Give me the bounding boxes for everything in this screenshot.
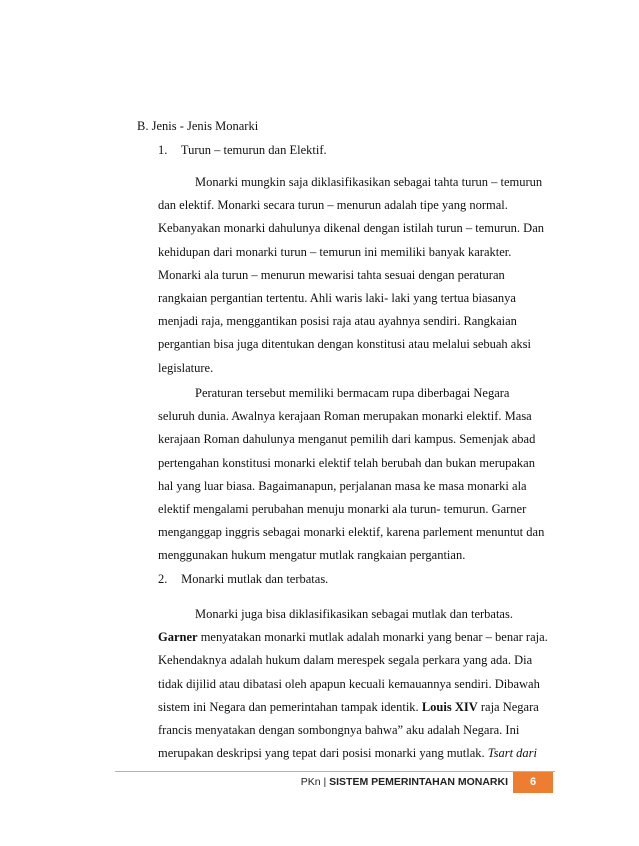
paragraph-line: dan elektif. Monarki secara turun – menurun adalah tipe yang normal. [158, 198, 508, 213]
paragraph-line: kerajaan Roman dahulunya menganut pemilih dari kampus. Semenjak abad [158, 432, 536, 447]
footer-title: SISTEM PEMERINTAHAN MONARKI [329, 776, 508, 788]
subheading-1-title: Turun – temurun dan Elektif. [180, 143, 327, 157]
subheading-1-number: 1. [158, 143, 168, 157]
paragraph-line: francis menyatakan dengan sombongnya bahwa” aku adalah Negara. Ini [158, 723, 520, 738]
paragraph-text: raja Negara [477, 699, 539, 714]
paragraph-line: legislature. [158, 360, 214, 375]
paragraph-line: pertengahan konstitusi monarki elektif telah berubah dan bukan merupakan [158, 455, 535, 470]
paragraph-line: Kehendaknya adalah hukum dalam merespek segala perkara yang ada. Dia [158, 653, 533, 668]
paragraph-text: sistem ini Negara dan pemerintahan tampak identik. [158, 699, 422, 714]
bold-name-garner: Garner [158, 630, 198, 645]
footer-divider [115, 771, 555, 772]
paragraph-line: tidak dijilid atau dibatasi oleh apapun kecuali kemauannya sendiri. Dibawah [158, 676, 540, 691]
paragraph-line: seluruh dunia. Awalnya kerajaan Roman merupakan monarki elektif. Masa [158, 409, 532, 424]
paragraph-line [158, 696, 552, 719]
paragraph-line: kehidupan dari monarki turun – temurun ini memiliki banyak karakter. [158, 244, 512, 259]
paragraph-line [158, 742, 552, 765]
paragraph-line: rangkaian pergantian tertentu. Ahli waris laki- laki yang tertua biasanya [158, 291, 516, 306]
paragraph-2 [158, 382, 552, 568]
paragraph-line: menggunakan hukum mengatur mutlak rangkaian pergantian. [158, 548, 466, 563]
italic-text: Tsart dari [487, 746, 538, 761]
subheading-2-number: 2. [158, 572, 168, 586]
subheading-2 [158, 572, 328, 587]
paragraph-line: elektif mengalami perubahan menuju monarki ala turun- temurun. Garner [158, 502, 527, 517]
subheading-2-title: Monarki mutlak dan terbatas. [181, 572, 329, 586]
section-heading: B. Jenis - Jenis Monarki [137, 119, 259, 133]
footer-running-title [200, 776, 508, 788]
paragraph-1 [158, 171, 552, 380]
paragraph-line: Monarki juga bisa diklasifikasikan sebagai mutlak dan terbatas. [195, 607, 513, 621]
paragraph-line [158, 626, 552, 649]
paragraph-line: menjadi raja, menggantikan posisi raja atau ayahnya sendiri. Rangkaian [158, 314, 517, 329]
paragraph-3 [158, 603, 552, 765]
paragraph-text: menyatakan monarki mutlak adalah monarki yang benar – benar raja. [197, 630, 548, 645]
paragraph-line: Kebanyakan monarki dahulunya dikenal dengan istilah turun – temurun. Dan [158, 221, 545, 236]
paragraph-line: Monarki mungkin saja diklasifikasikan sebagai tahta turun – temurun [195, 175, 543, 189]
footer-prefix: PKn | [300, 776, 330, 788]
paragraph-line: Monarki ala turun – menurun mewarisi tahta sesuai dengan peraturan [158, 267, 505, 282]
bold-name-louis: Louis XIV [421, 699, 478, 714]
page-number: 6 [513, 772, 553, 793]
paragraph-line: hal yang luar biasa. Bagaimanapun, perjalanan masa ke masa monarki ala [158, 478, 527, 493]
subheading-1 [158, 143, 327, 158]
paragraph-text: merupakan deskripsi yang tepat dari posisi monarki yang mutlak. [158, 746, 488, 761]
paragraph-line: Peraturan tersebut memiliki bermacam rupa diberbagai Negara [195, 386, 510, 400]
paragraph-line: menganggap inggris sebagai monarki elektif, karena parlement menuntut dan [158, 525, 545, 540]
paragraph-line: pergantian bisa juga ditentukan dengan konstitusi atau melalui sebuah aksi [158, 337, 531, 352]
